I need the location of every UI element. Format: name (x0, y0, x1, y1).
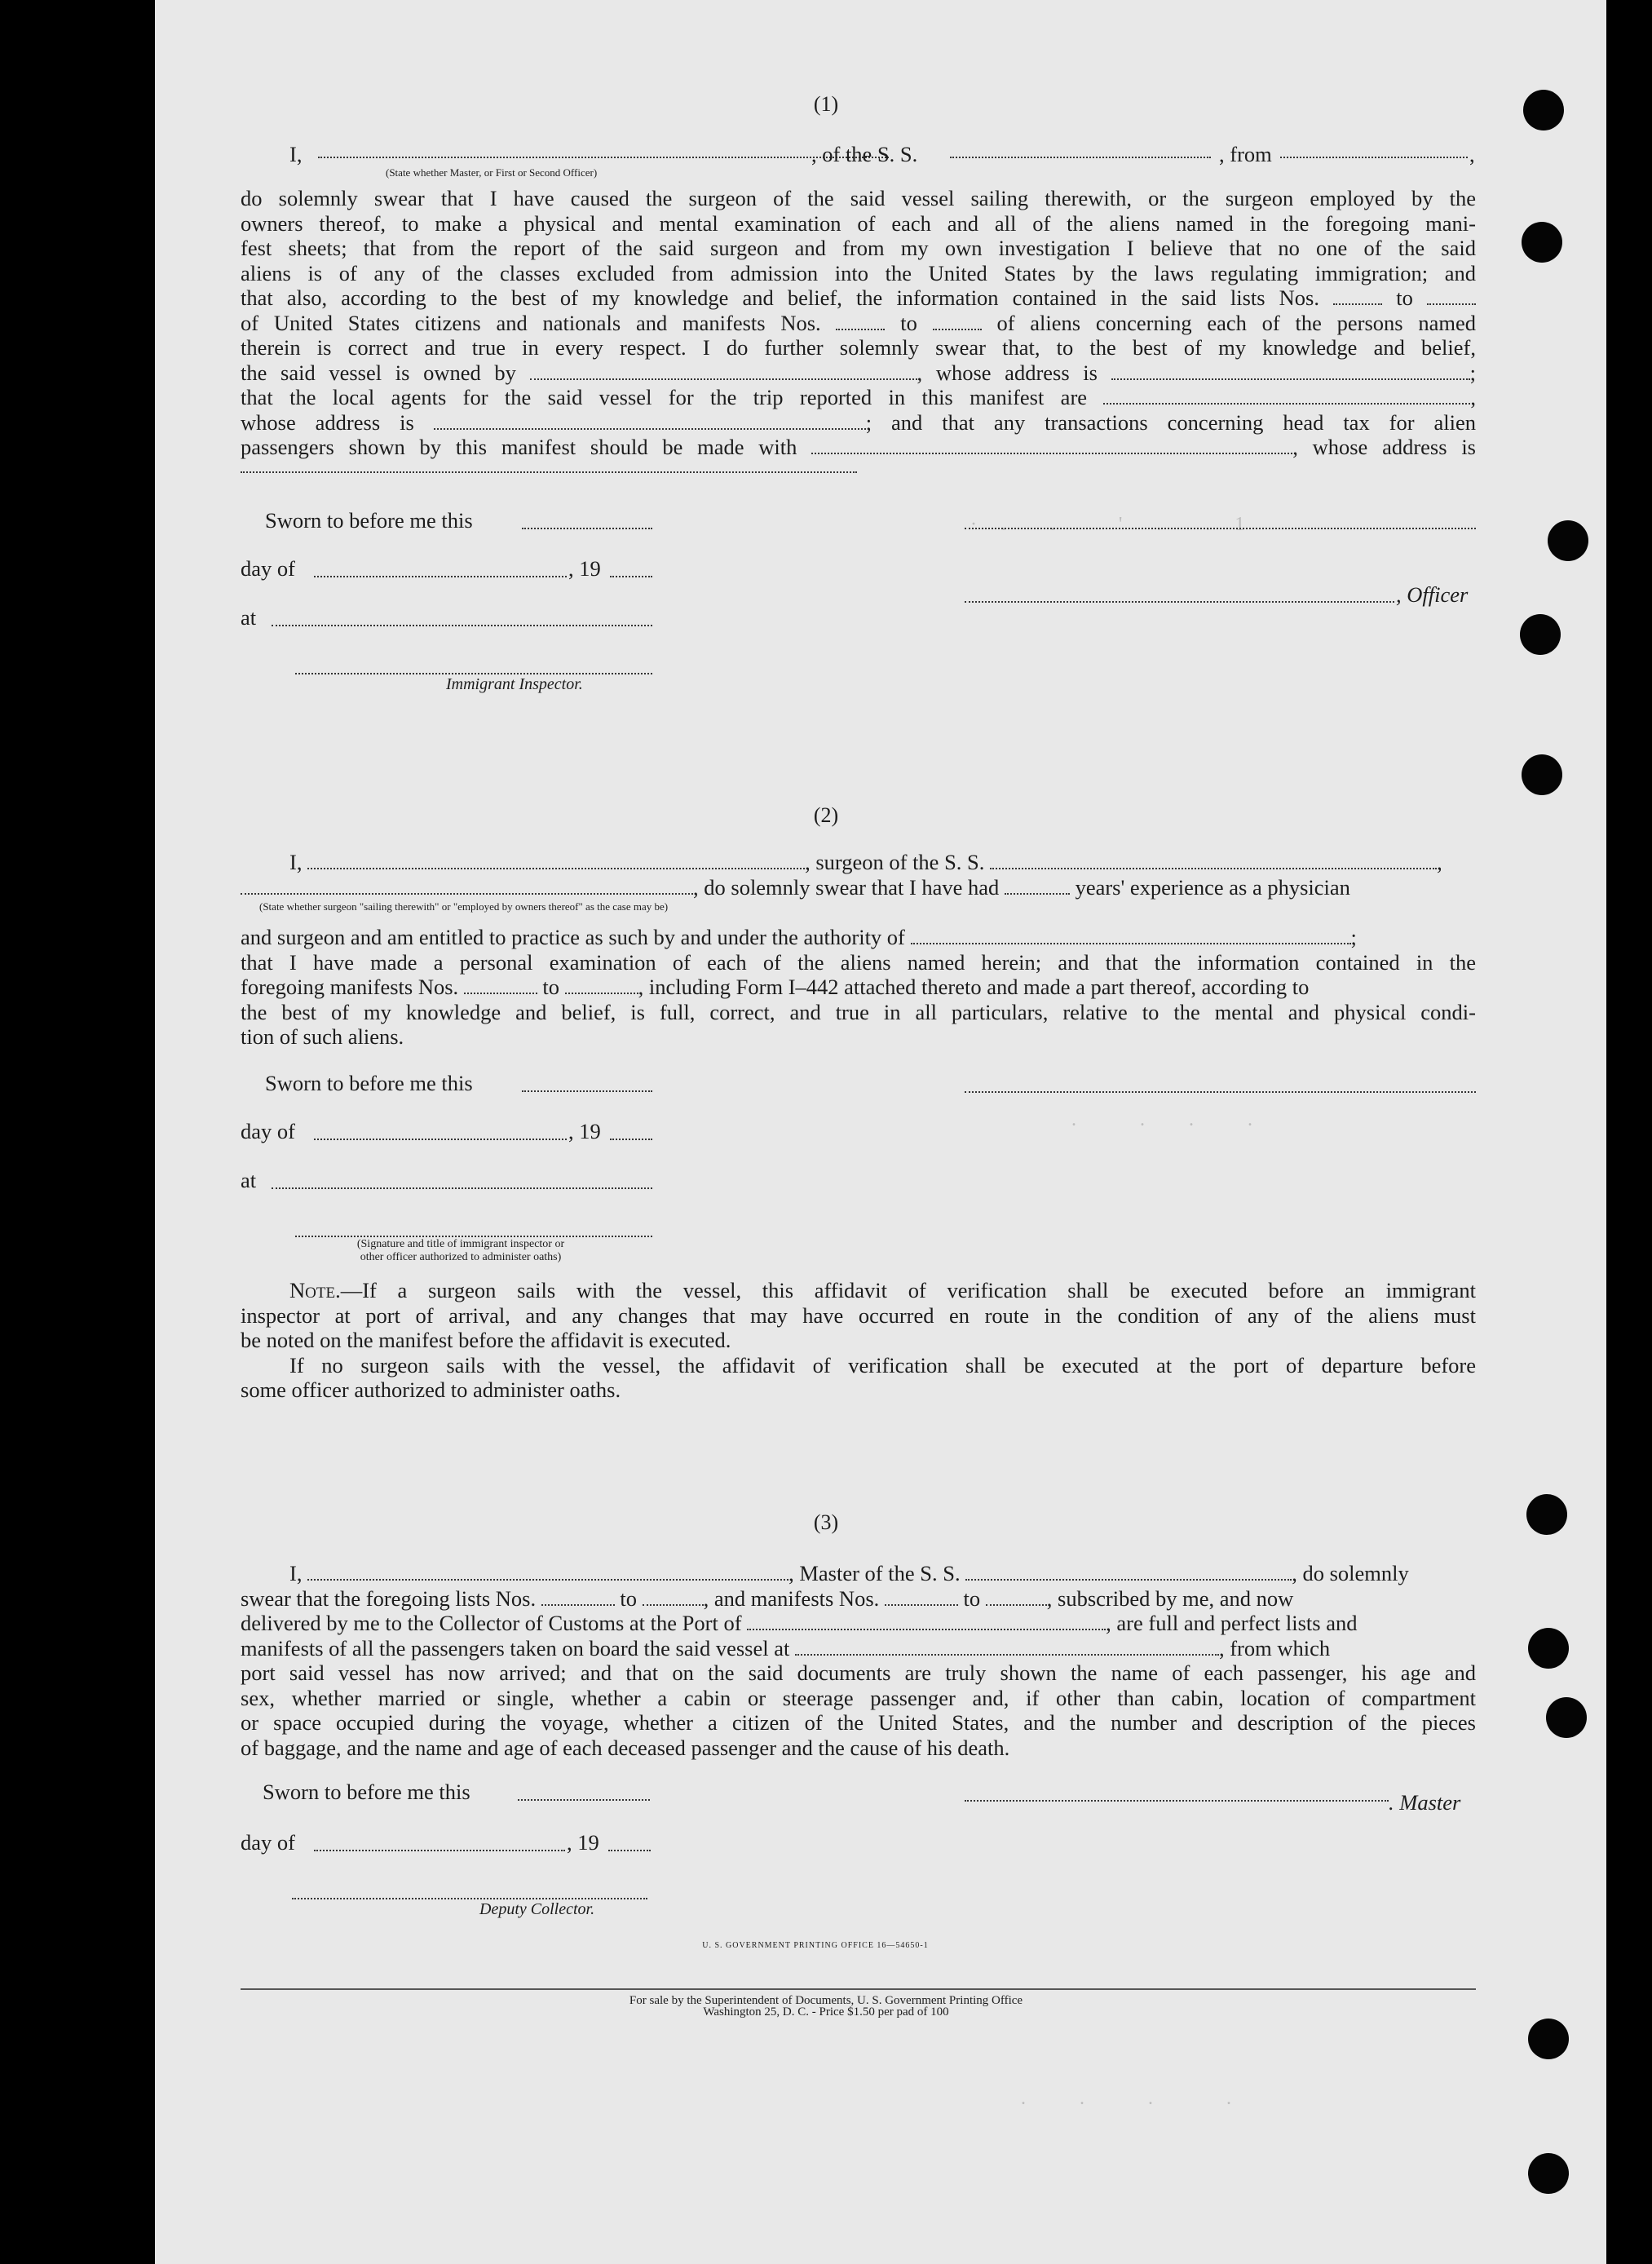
gpo-imprint: U. S. GOVERNMENT PRINTING OFFICE 16—54650-1 (702, 1941, 929, 1950)
head-tax-contact-field[interactable] (811, 438, 1292, 454)
officer-rank-field[interactable] (318, 142, 889, 158)
punch-hole (1522, 222, 1562, 263)
vessel-name-field[interactable] (950, 142, 1211, 158)
bleed-through-text: . . . . (1052, 1109, 1252, 1130)
punch-hole (1528, 1628, 1569, 1669)
footer-rule (241, 1988, 1476, 1990)
manifests-from-field[interactable] (464, 978, 537, 994)
vessel-name-field[interactable] (990, 853, 1437, 869)
inspector-signature-line[interactable] (295, 671, 652, 674)
month-field[interactable] (314, 574, 567, 577)
day-of-label: day of (241, 1830, 295, 1855)
master-caption: . Master (1389, 1790, 1461, 1815)
officer-caption: , Officer (1396, 582, 1469, 607)
surgeon-name-field[interactable] (307, 853, 805, 869)
manifests-to-field[interactable] (933, 314, 982, 330)
place-field[interactable] (272, 1186, 652, 1189)
head-tax-address-field[interactable] (241, 470, 857, 473)
lists-from-field[interactable] (541, 1590, 615, 1606)
label-of-ss: , of the S. S. (811, 142, 918, 166)
punch-hole (1528, 2153, 1569, 2194)
immigrant-inspector-caption: Immigrant Inspector. (446, 675, 583, 693)
at-label: at (241, 1168, 257, 1192)
note-text: Note.—If a surgeon sails with the vessel, this affidavit of verification shall be executed before an immigrant inspector at port of arrival, and any changes that may have occurred en route in the condition of any of the aliens must be noted on the manifest before the affidavit is executed. If no surgeon sails with the vessel, the affidavit of verification shall be executed at the port of departure before some officer authorized to administer oaths. (241, 1278, 1476, 1402)
port-field[interactable] (747, 1614, 1106, 1630)
inspector-signature-line[interactable] (295, 1234, 652, 1237)
pronoun: I, (289, 142, 303, 166)
owner-field[interactable] (530, 364, 917, 380)
sworn-label: Sworn to before me this (263, 1780, 470, 1804)
place-field[interactable] (272, 623, 652, 626)
at-label: at (241, 605, 257, 630)
lists-from-field[interactable] (1333, 289, 1382, 305)
sworn-label: Sworn to before me this (265, 1071, 473, 1095)
sale-notice: For sale by the Superintendent of Documents, U. S. Government Printing Office Washington 25, D. C. - Price $1.50 per pad of 100 (629, 1994, 1023, 2019)
lists-to-field[interactable] (643, 1590, 704, 1606)
year-label: , 19 (568, 1119, 601, 1143)
surgeon-signature-line[interactable] (965, 1090, 1476, 1093)
lists-to-field[interactable] (1427, 289, 1476, 305)
signature-caption: (Signature and title of immigrant inspector or other officer authorized to administer oaths) (356, 1238, 565, 1263)
field-caption: (State whether surgeon "sailing therewith" or "employed by owners thereof" as the case may be) (259, 900, 669, 913)
manifests-to-field[interactable] (986, 1590, 1047, 1606)
boarding-port-field[interactable] (795, 1639, 1219, 1656)
bleed-through-text: · . . ' . . 1 (970, 514, 1245, 535)
year-label: , 19 (568, 556, 601, 581)
years-experience-field[interactable] (1005, 878, 1070, 895)
punch-hole (1520, 614, 1561, 655)
sworn-label: Sworn to before me this (265, 508, 473, 533)
local-agents-field[interactable] (1103, 388, 1470, 405)
officer-signature-line-1[interactable] (965, 526, 1476, 529)
vessel-name-field[interactable] (965, 1564, 1292, 1581)
year-field[interactable] (608, 1848, 651, 1851)
officer-signature-line-2[interactable] (965, 599, 1394, 603)
collector-signature-line[interactable] (292, 1896, 647, 1899)
day-of-label: day of (241, 556, 295, 581)
deputy-collector-caption: Deputy Collector. (479, 1900, 595, 1918)
month-field[interactable] (314, 1848, 565, 1851)
section-number: (3) (813, 1510, 839, 1534)
section-number: (2) (813, 803, 839, 827)
year-field[interactable] (610, 1137, 652, 1140)
section1-line1: I, , of the S. S. , from , (289, 142, 1475, 166)
master-signature-line[interactable] (965, 1798, 1389, 1802)
agents-address-field[interactable] (434, 413, 866, 430)
bleed-through-text: . . . . (1011, 2088, 1231, 2109)
month-field[interactable] (314, 1137, 567, 1140)
departure-port-field[interactable] (1280, 142, 1468, 158)
punch-hole (1548, 520, 1588, 561)
section2-oath-text: and surgeon and am entitled to practice as such by and under the authority of ; that I have made a personal examination of each of the aliens named herein; and that the information contained in the foregoing manifests Nos. to , including Form I–442 attached thereto and made a part thereof, according to the best of my knowledge and belief, is full, correct, and true in all particulars, relative to the mental and physical condi- tion of such aliens. (241, 925, 1476, 1049)
punch-hole (1528, 2019, 1569, 2059)
day-of-label: day of (241, 1119, 295, 1143)
master-name-field[interactable] (307, 1564, 788, 1581)
surgeon-status-field[interactable] (241, 878, 693, 895)
punch-hole (1546, 1697, 1587, 1738)
year-field[interactable] (610, 574, 652, 577)
owner-address-field[interactable] (1111, 364, 1470, 380)
field-caption: (State whether Master, or First or Second Officer) (386, 166, 598, 179)
section-number: (1) (813, 92, 839, 116)
sworn-day-field[interactable] (522, 1089, 652, 1092)
section1-oath-text: do solemnly swear that I have caused the surgeon of the said vessel sailing therewith, or the surgeon employed by the owners thereof, to make a physical and mental examination of each and all of the aliens named in the foregoing mani- fest sheets; that from the report of the said surgeon and from my own investigation I believe that no one of the said aliens is of any of the classes excluded from admission into the United States by the laws regulating immigration; and that also, according to the best of my knowledge and belief, the information contained in the said lists Nos. to of United States citizens and nationals and manifests Nos. to of aliens concerning each of the persons named therein is correct and true in every respect. I do further solemnly swear that, to the best of my knowledge and belief, the said vessel is owned by , whose address is ; that the local agents for the said vessel for the trip reported in this manifest are , whose address is ; and that any transactions concerning head tax for alien passengers shown by this manifest should be made with , whose address is (241, 186, 1477, 459)
sworn-day-field[interactable] (522, 526, 652, 529)
label-from: , from (1219, 142, 1272, 166)
section3-oath-text: I, , Master of the S. S. , do solemnly swear that the foregoing lists Nos. to , and manifests Nos. to , subscribed by me, and now delivered by me to the Collector of Customs at the Port of , are full and perfect lists and manifests of all the passengers taken on board the said vessel at , from which port said vessel has now arrived; and that on the said documents are truly shown the name of each passenger, his age and sex, whether married or single, whether a cabin or steerage passenger and, if other than cabin, location of compartment or space occupied during the voyage, whether a citizen of the United States, and the number and description of the pieces of baggage, and the name and age of each deceased passenger and the cause of his death. (241, 1561, 1476, 1760)
authority-field[interactable] (911, 928, 1351, 944)
manifests-from-field[interactable] (885, 1590, 958, 1606)
manifests-to-field[interactable] (565, 978, 638, 994)
section2-line1: I, , surgeon of the S. S. , , do solemnly swear that I have had years' experience as a physician (241, 850, 1476, 900)
sworn-day-field[interactable] (518, 1797, 650, 1801)
year-label: , 19 (567, 1830, 599, 1855)
punch-hole (1522, 754, 1562, 795)
manifests-from-field[interactable] (836, 314, 885, 330)
